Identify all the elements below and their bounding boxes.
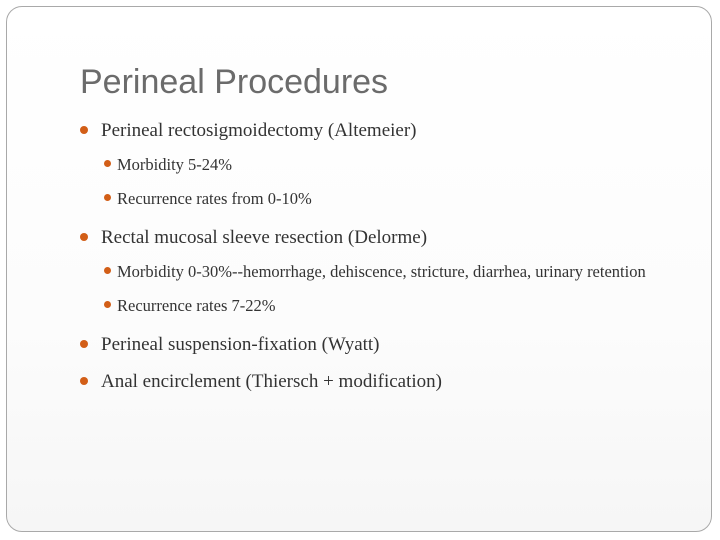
sub-bullet-text: Morbidity 5-24% [117,155,233,174]
bullet-text: Perineal rectosigmoidectomy (Altemeier) [101,120,417,141]
sub-bullet-text: Recurrence rates 7-22% [117,296,276,315]
sub-bullet-item [101,257,680,286]
bullet-icon [80,377,88,385]
bullet-icon [104,267,111,274]
bullet-item [80,369,680,394]
bullet-item [80,225,680,320]
bullet-list [80,118,680,406]
bullet-item [80,332,680,357]
bullet-text: Perineal suspension-fixation (Wyatt) [101,334,380,355]
bullet-text: Rectal mucosal sleeve resection (Delorme) [101,227,428,248]
sub-bullet-item [101,184,680,213]
sub-bullet-text: Morbidity 0-30%--hemorrhage, dehiscence, stricture, diarrhea, urinary retention [117,262,646,281]
slide-title: Perineal Procedures [80,63,389,101]
bullet-icon [80,233,88,241]
bullet-text: Anal encirclement (Thiersch + modification) [101,371,442,392]
bullet-icon [80,340,88,348]
bullet-icon [104,301,111,308]
sub-bullet-list [101,257,680,320]
bullet-icon [104,160,111,167]
sub-bullet-text: Recurrence rates from 0-10% [117,189,312,208]
sub-bullet-item [101,150,680,179]
sub-bullet-list [101,150,680,213]
sub-bullet-item [101,291,680,320]
bullet-icon [80,126,88,134]
bullet-icon [104,194,111,201]
bullet-item [80,118,680,213]
